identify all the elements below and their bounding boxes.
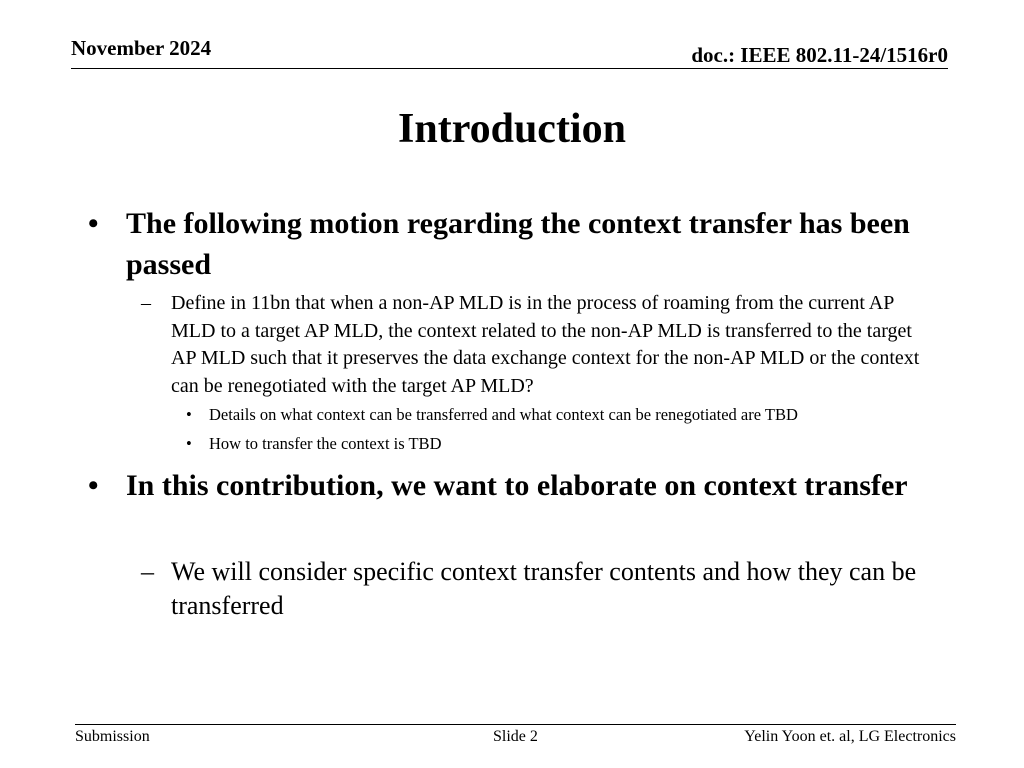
bullet-marker: • bbox=[186, 405, 192, 424]
header-date: November 2024 bbox=[71, 36, 212, 60]
footer-authors: Yelin Yoon et. al, LG Electronics bbox=[744, 728, 956, 745]
bullet-1 bbox=[88, 203, 916, 285]
bullet-1-sub-1-item-1-text: Details on what context can be transferred and what context can be renegotiated are TBD bbox=[209, 405, 798, 424]
bullet-2-sub-1-text: We will consider specific context transfer contents and how they can be transferred bbox=[171, 557, 917, 620]
footer-divider bbox=[75, 724, 956, 725]
bullet-1-sub-1-item-1 bbox=[186, 404, 949, 426]
bullet-2 bbox=[88, 465, 916, 506]
bullet-1-sub-1-item-2-text: How to transfer the context is TBD bbox=[209, 434, 442, 453]
bullet-marker: • bbox=[186, 434, 192, 453]
dash-marker: – bbox=[141, 557, 154, 586]
bullet-2-text: In this contribution, we want to elaborate on context transfer bbox=[126, 469, 908, 502]
bullet-marker: • bbox=[88, 207, 99, 240]
bullet-1-sub-1-item-2 bbox=[186, 433, 949, 455]
slide-title: Introduction bbox=[398, 106, 626, 152]
bullet-1-sub-1-text: Define in 11bn that when a non-AP MLD is in the process of roaming from the current AP MLD to a target AP MLD, the context related to the non-AP MLD is transferred to the target AP MLD such that it preserves the data exchange context for the non-AP MLD or the context can be renegotiated with the target AP MLD? bbox=[171, 292, 920, 397]
bullet-marker: • bbox=[88, 469, 99, 502]
footer-submission: Submission bbox=[75, 728, 150, 745]
header-doc-number: doc.: IEEE 802.11-24/1516r0 bbox=[691, 43, 948, 67]
dash-marker: – bbox=[141, 292, 151, 314]
bullet-1-sub-1 bbox=[141, 290, 931, 400]
footer-slide-number: Slide 2 bbox=[493, 728, 538, 745]
bullet-1-text: The following motion regarding the context transfer has been passed bbox=[126, 207, 910, 281]
bullet-2-sub-1 bbox=[141, 555, 931, 622]
